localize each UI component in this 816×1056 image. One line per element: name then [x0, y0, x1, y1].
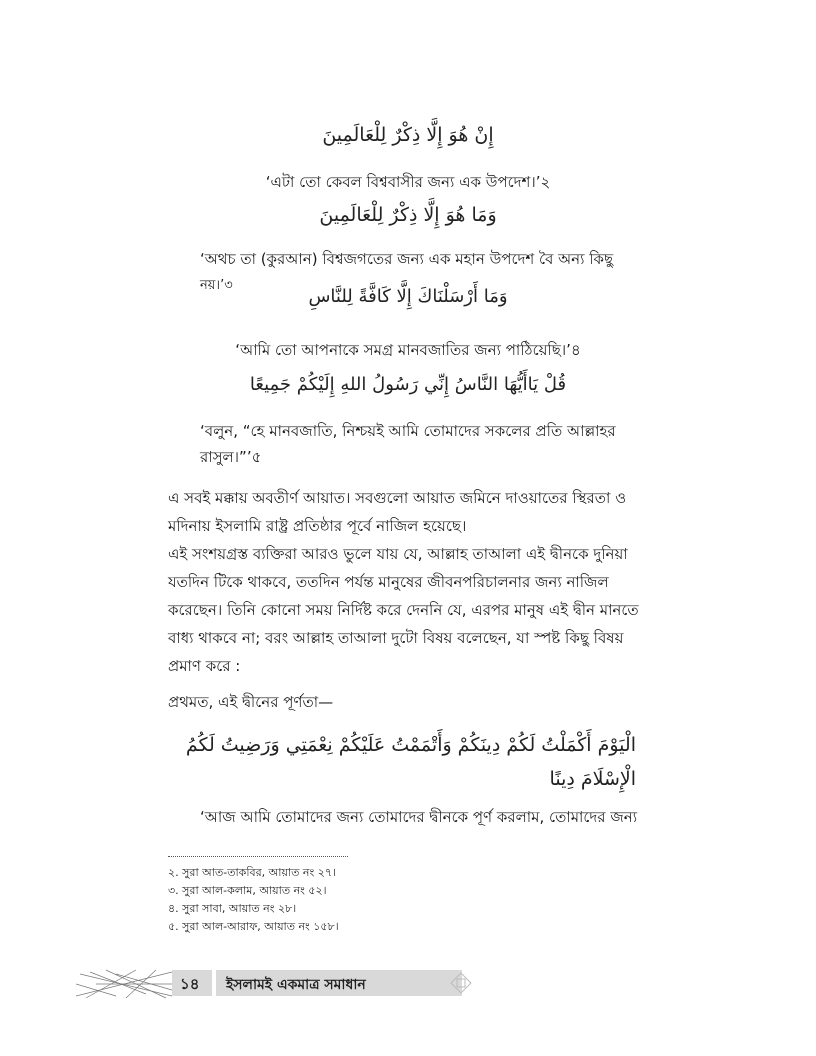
arabic-verse: الْإِسْلَامَ دِينًا [549, 768, 636, 790]
footnote: ৫. সুরা আল-আরাফ, আয়াত নং ১৫৮। [168, 920, 339, 933]
decorative-lines-icon [76, 966, 176, 1002]
page-footer [76, 966, 416, 1002]
arabic-verse: قُلْ يَاأَيُّهَا النَّاسُ إِنِّي رَسُولُ اللهِ إِلَيْكُمْ جَمِيعًا [249, 374, 567, 395]
verse-translation: ‘আজ আমি তোমাদের জন্য তোমাদের দ্বীনকে পূর্ণ করলাম, তোমাদের জন্য [200, 808, 638, 826]
paragraph-line: বাধ্য থাকবে না; বরং আল্লাহ তাআলা দুটো বিষয় বলেছেন, যা স্পষ্ট কিছু বিষয় [168, 629, 624, 647]
verse-translation: নয়।’৩ [200, 278, 233, 293]
paragraph-line: যতদিন টিকে থাকবে, ততদিন পর্যন্ত মানুষের জীবনপরিচালনার জন্য নাজিল [168, 573, 609, 591]
arabic-verse: وَمَا أَرْسَلْنَاكَ إِلَّا كَافَّةً لِلنَّاسِ [308, 286, 508, 307]
footnote-separator [168, 856, 348, 857]
arabic-verse: إِنْ هُوَ إِلَّا ذِكْرٌ لِلْعَالَمِينَ [322, 124, 494, 146]
verse-translation: ‘বলুন, “হে মানবজাতি, নিশ্চয়ই আমি তোমাদের সকলের প্রতি আল্লাহর [200, 422, 616, 440]
paragraph-line: এ সবই মক্কায় অবতীর্ণ আয়াত। সবগুলো আয়াত জমিনে দাওয়াতের স্থিরতা ও [168, 489, 627, 507]
footnote: ২. সুরা আত-তাকবির, আয়াত নং ২৭। [168, 866, 336, 879]
arabic-verse: الْيَوْمَ أَكْمَلْتُ لَكُمْ دِينَكُمْ وَأَتْمَمْتُ عَلَيْكُمْ نِعْمَتِي وَرَضِيتُ لَكُمُ [185, 734, 636, 756]
paragraph-line: এই সংশয়গ্রস্ত ব্যক্তিরা আরও ভুলে যায় যে, আল্লাহ তাআলা এই দ্বীনকে দুনিয়া [168, 545, 628, 563]
footnote: ৩. সুরা আল-কলাম, আয়াত নং ৫২। [168, 884, 327, 897]
paragraph-line: মদিনায় ইসলামি রাষ্ট্র প্রতিষ্ঠার পূর্বে নাজিল হয়েছে। [168, 517, 467, 535]
ornament-icon [448, 970, 474, 996]
paragraph-line: প্রথমত, এই দ্বীনের পূর্ণতা— [168, 693, 334, 711]
footnote: ৪. সুরা সাবা, আয়াত নং ২৮। [168, 902, 297, 915]
page-number: ১৪ [180, 975, 200, 993]
verse-translation: ‘এটা তো কেবল বিশ্ববাসীর জন্য এক উপদেশ।’২ [265, 173, 551, 191]
footer-divider [212, 970, 216, 996]
arabic-verse: وَمَا هُوَ إِلَّا ذِكْرٌ لِلْعَالَمِينَ [319, 204, 497, 226]
verse-translation: রাসুল।”’৫ [200, 448, 262, 466]
verse-translation: ‘আমি তো আপনাকে সমগ্র মানবজাতির জন্য পাঠিয়েছি।’৪ [235, 341, 581, 359]
running-title: ইসলামই একমাত্র সমাধান [226, 977, 366, 993]
paragraph-line: প্রমাণ করে : [168, 657, 241, 675]
verse-translation: ‘অথচ তা (কুরআন) বিশ্বজগতের জন্য এক মহান উপদেশ বৈ অন্য কিছু [200, 250, 614, 268]
paragraph-line: করেছেন। তিনি কোনো সময় নির্দিষ্ট করে দেননি যে, এরপর মানুষ এই দ্বীন মানতে [168, 601, 639, 619]
